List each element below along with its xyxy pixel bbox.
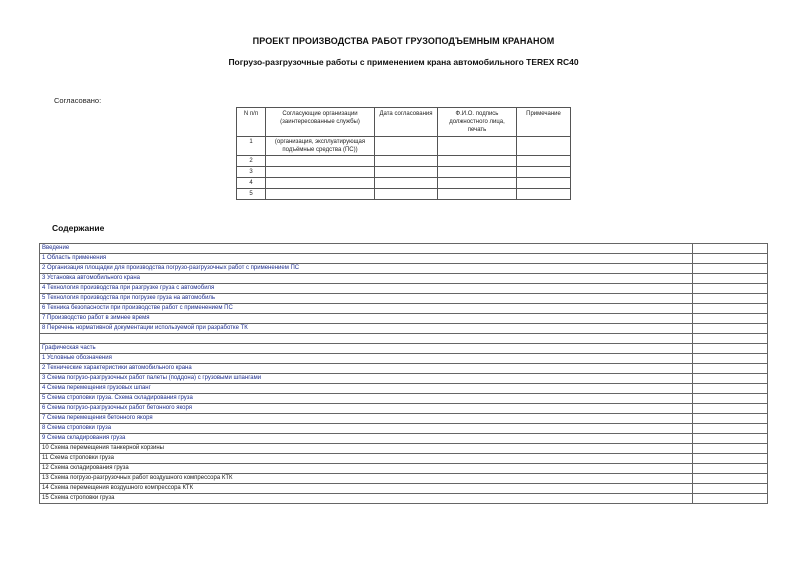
approval-cell-note (517, 156, 571, 167)
contents-page-cell (693, 494, 768, 504)
contents-page-cell (693, 364, 768, 374)
contents-table (39, 243, 768, 504)
approval-cell-org (266, 156, 375, 167)
contents-page-cell (693, 264, 768, 274)
contents-item (40, 334, 693, 344)
contents-row (40, 444, 768, 454)
contents-row (40, 264, 768, 274)
approval-table (236, 107, 571, 200)
contents-item: 15 Схема строповки груза (40, 494, 693, 504)
approval-cell-note (517, 137, 571, 156)
contents-page-cell (693, 374, 768, 384)
contents-page-cell (693, 434, 768, 444)
approval-cell-signature (438, 137, 517, 156)
contents-page-cell (693, 414, 768, 424)
contents-item[interactable]: 3 Схема погрузо-разгрузочных работ палеты (поддона) с грузовыми шпангами (40, 374, 693, 384)
approval-cell-num: 2 (237, 156, 266, 167)
approval-row (237, 167, 571, 178)
contents-page-cell (693, 274, 768, 284)
approval-row (237, 189, 571, 200)
contents-page-cell (693, 354, 768, 364)
contents-row (40, 474, 768, 484)
approval-cell-org (266, 178, 375, 189)
contents-page-cell (693, 254, 768, 264)
contents-page-cell (693, 294, 768, 304)
contents-row (40, 424, 768, 434)
contents-page-cell (693, 404, 768, 414)
contents-row (40, 484, 768, 494)
contents-row (40, 244, 768, 254)
approval-cell-signature (438, 156, 517, 167)
contents-item[interactable]: 1 Область применения (40, 254, 693, 264)
approval-cell-note (517, 167, 571, 178)
contents-item[interactable]: 6 Техника безопасности при производстве работ с применением ПС (40, 304, 693, 314)
contents-page-cell (693, 384, 768, 394)
approval-header-org: Согласующие организации (заинтересованные службы) (266, 108, 375, 137)
contents-row (40, 454, 768, 464)
approval-cell-note (517, 189, 571, 200)
contents-item[interactable]: 8 Схема строповки груза (40, 424, 693, 434)
contents-page-cell (693, 284, 768, 294)
contents-row (40, 464, 768, 474)
approval-cell-date (375, 189, 438, 200)
approval-header-num: N п/п (237, 108, 266, 137)
contents-row (40, 254, 768, 264)
contents-row (40, 304, 768, 314)
approval-cell-num: 4 (237, 178, 266, 189)
approval-cell-num: 3 (237, 167, 266, 178)
contents-item[interactable]: 1 Условные обозначения (40, 354, 693, 364)
contents-item[interactable]: 9 Схема складирования груза (40, 434, 693, 444)
contents-item[interactable]: 4 Схема перемещения грузовых шпанг (40, 384, 693, 394)
contents-row (40, 394, 768, 404)
contents-item[interactable]: 3 Установка автомобильного крана (40, 274, 693, 284)
contents-item: 10 Схема перемещения танкерной корзины (40, 444, 693, 454)
approval-header-date: Дата согласования (375, 108, 438, 137)
contents-row (40, 494, 768, 504)
contents-item[interactable]: 5 Схема строповки груза. Схема складирования груза (40, 394, 693, 404)
contents-row (40, 434, 768, 444)
document-title: ПРОЕКТ ПРОИЗВОДСТВА РАБОТ ГРУЗОПОДЪЕМНЫМ КРАНАНОМ (252, 36, 555, 46)
approval-label: Согласовано: (54, 96, 102, 105)
approval-cell-org: (организация, эксплуатирующая подъёмные средства (ПС)) (266, 137, 375, 156)
contents-item[interactable]: 2 Организация площадки для производства погрузо-разгрузочных работ с применением ПС (40, 264, 693, 274)
document-subtitle: Погрузо-разгрузочные работы с применением крана автомобильного TEREX RC40 (228, 57, 579, 67)
contents-row (40, 404, 768, 414)
contents-page-cell (693, 484, 768, 494)
contents-row (40, 374, 768, 384)
approval-cell-date (375, 167, 438, 178)
contents-row (40, 284, 768, 294)
contents-page-cell (693, 314, 768, 324)
contents-page-cell (693, 454, 768, 464)
contents-item[interactable]: 5 Технология производства при погрузке груза на автомобиль (40, 294, 693, 304)
contents-page-cell (693, 464, 768, 474)
contents-page-cell (693, 244, 768, 254)
approval-cell-date (375, 178, 438, 189)
contents-item: 14 Схема перемещения воздушного компрессора КТК (40, 484, 693, 494)
contents-item[interactable]: Введение (40, 244, 693, 254)
approval-header-row (237, 108, 571, 137)
contents-row (40, 364, 768, 374)
contents-row (40, 324, 768, 334)
approval-cell-signature (438, 178, 517, 189)
contents-page-cell (693, 394, 768, 404)
approval-row (237, 137, 571, 156)
contents-item[interactable]: 7 Производство работ в зимнее время (40, 314, 693, 324)
approval-header-signature: Ф.И.О. подпись должностного лица, печать (438, 108, 517, 137)
approval-row (237, 178, 571, 189)
contents-item: 11 Схема строповки груза (40, 454, 693, 464)
approval-row (237, 156, 571, 167)
contents-page-cell (693, 344, 768, 354)
contents-item[interactable]: 6 Схема погрузо-разгрузочных работ бетонного якоря (40, 404, 693, 414)
contents-page-cell (693, 424, 768, 434)
contents-row (40, 314, 768, 324)
contents-row (40, 354, 768, 364)
contents-item: 12 Схема складирования груза (40, 464, 693, 474)
contents-page-cell (693, 474, 768, 484)
contents-row (40, 334, 768, 344)
contents-row (40, 274, 768, 284)
contents-row (40, 414, 768, 424)
approval-cell-signature (438, 189, 517, 200)
approval-cell-num: 1 (237, 137, 266, 156)
approval-cell-note (517, 178, 571, 189)
contents-item[interactable]: Графическая часть (40, 344, 693, 354)
contents-item[interactable]: 8 Перечень нормативной документации используемой при разработке ТК (40, 324, 693, 334)
contents-item: 13 Схема погрузо-разгрузочных работ воздушного компрессора КТК (40, 474, 693, 484)
contents-page-cell (693, 444, 768, 454)
approval-cell-num: 5 (237, 189, 266, 200)
contents-title: Содержание (52, 223, 105, 233)
contents-page-cell (693, 304, 768, 314)
contents-row (40, 384, 768, 394)
approval-cell-org (266, 167, 375, 178)
contents-row (40, 344, 768, 354)
contents-item[interactable]: 4 Технология производства при разгрузке груза с автомобиля (40, 284, 693, 294)
approval-cell-date (375, 156, 438, 167)
contents-page-cell (693, 324, 768, 334)
approval-cell-signature (438, 167, 517, 178)
approval-cell-org (266, 189, 375, 200)
contents-item[interactable]: 7 Схема перемещения бетонного якоря (40, 414, 693, 424)
approval-cell-date (375, 137, 438, 156)
approval-header-note: Примечание (517, 108, 571, 137)
contents-page-cell (693, 334, 768, 344)
contents-item[interactable]: 2 Технические характеристики автомобильного крана (40, 364, 693, 374)
contents-row (40, 294, 768, 304)
